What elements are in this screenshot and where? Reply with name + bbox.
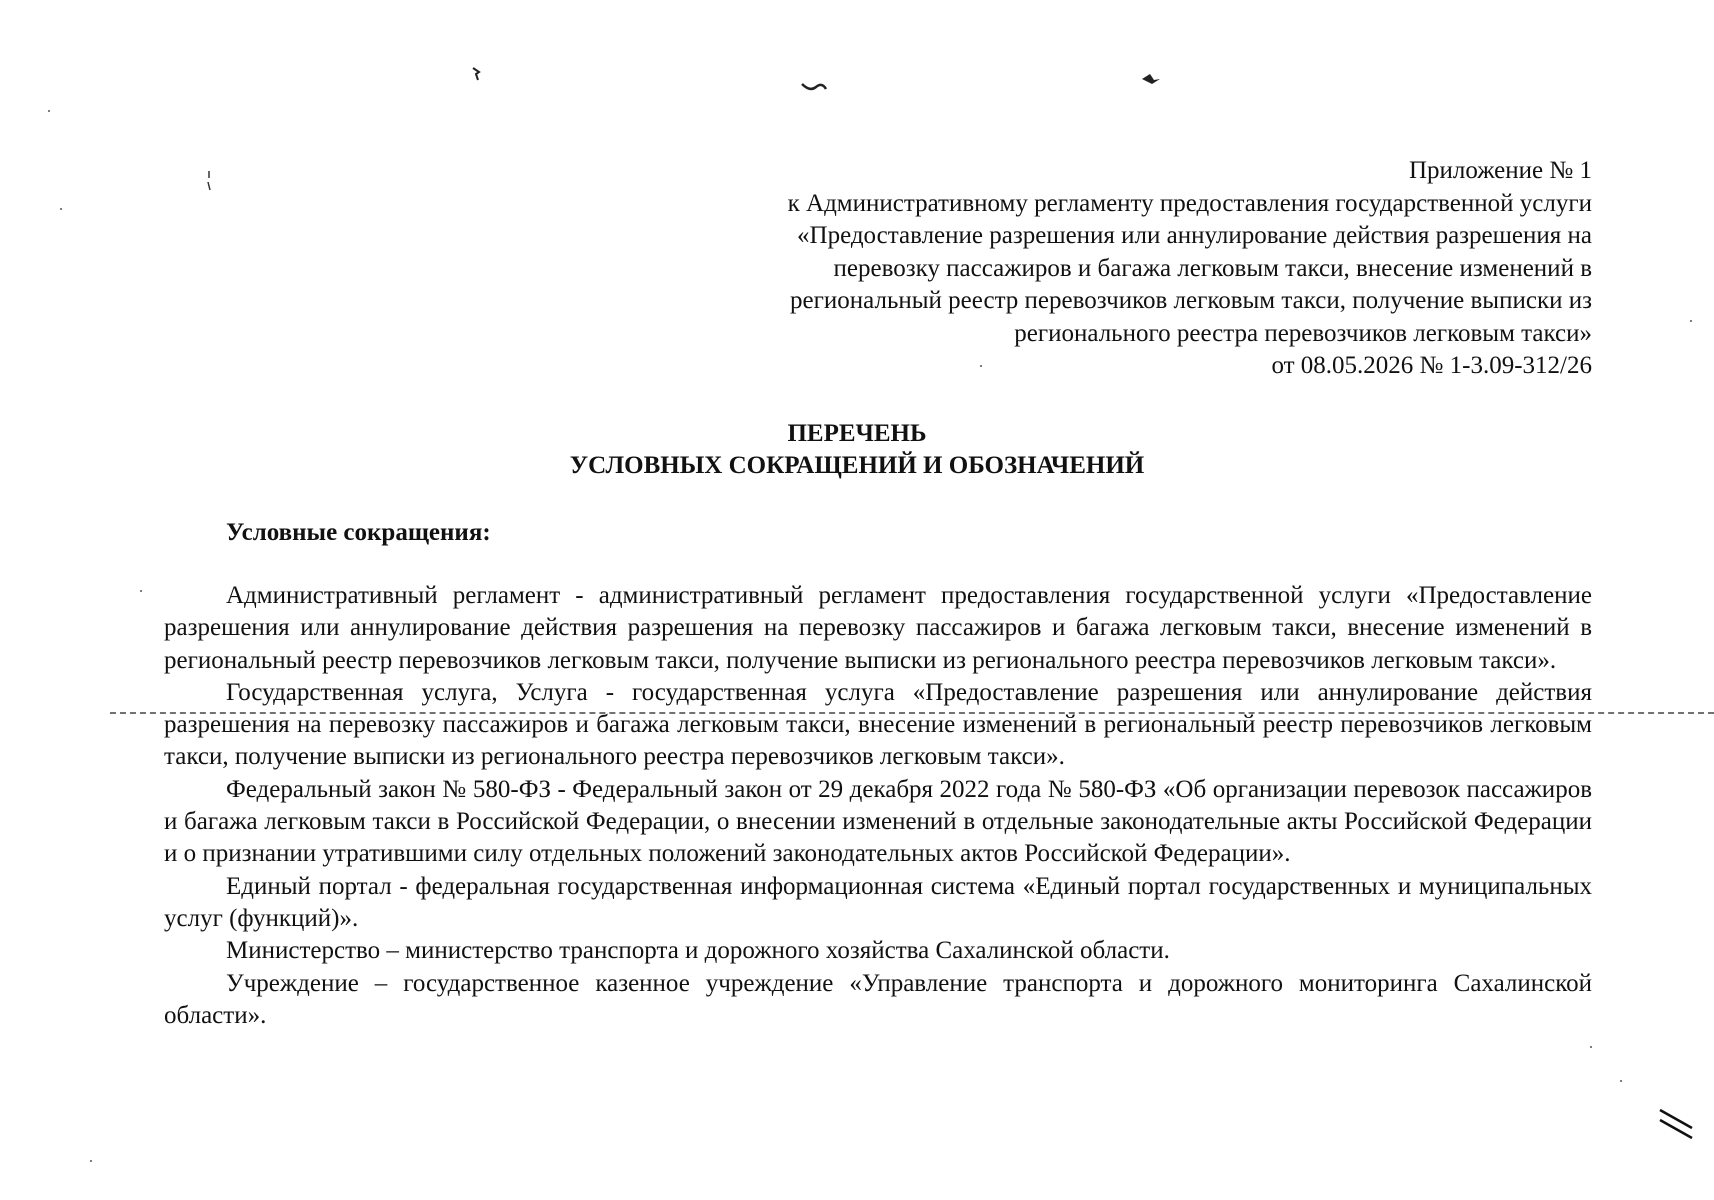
document-title	[0, 418, 1714, 482]
scan-speck	[1590, 1046, 1592, 1048]
scan-speck	[140, 590, 142, 592]
definition-paragraph: Единый портал - федеральная государственная информационная система «Единый портал государственных и муниципальных услуг (функций)».	[164, 872, 1592, 932]
abbreviations-list	[164, 580, 1592, 1032]
appendix-line: региональный реестр перевозчиков легковым такси, получение выписки из	[790, 287, 1592, 314]
scan-artifact-icon	[205, 170, 213, 192]
appendix-date-number: от 08.05.2026 № 1-3.09-312/26	[1271, 352, 1592, 379]
scan-speck	[1690, 320, 1692, 322]
title-line-2: УСЛОВНЫХ СОКРАЩЕНИЙ И ОБОЗНАЧЕНИЙ	[569, 452, 1145, 479]
title-line-1: ПЕРЕЧЕНЬ	[787, 420, 927, 447]
scan-speck	[90, 1160, 92, 1162]
appendix-line: перевозку пассажиров и багажа легковым такси, внесение изменений в	[833, 254, 1592, 282]
appendix-line: к Административному регламенту предоставления государственной услуги	[787, 189, 1592, 217]
definition-paragraph: Учреждение – государственное казенное учреждение «Управление транспорта и дорожного мониторинга Сахалинской области».	[164, 969, 1592, 1029]
appendix-line: «Предоставление разрешения или аннулирование действия разрешения на	[797, 222, 1592, 249]
definition-paragraph: Государственная услуга, Услуга - государственная услуга «Предоставление разрешения или аннулирование действия разрешения на перевозку пассажиров и багажа легковым такси, внесение изменений в региональный реестр перевозчиков легковым такси, получение выписки из регионального реестра перевозчиков легковым такси».	[164, 678, 1592, 771]
appendix-header	[632, 155, 1592, 383]
definition-paragraph: Административный регламент - административный регламент предоставления государственной услуги «Предоставление разрешения или аннулирование действия разрешения на перевозку пассажиров и багажа легковым такси, внесение изменений в региональный реестр перевозчиков легковым такси, получение выписки из регионального реестра перевозчиков легковым такси».	[164, 582, 1592, 674]
appendix-line: регионального реестра перевозчиков легковым такси»	[1014, 319, 1592, 347]
scan-speck	[48, 110, 50, 112]
scan-artifact-icon	[470, 66, 482, 82]
double-slash-mark-icon	[1656, 1102, 1696, 1142]
definition-paragraph: Министерство – министерство транспорта и дорожного хозяйства Сахалинской области.	[226, 937, 1170, 965]
section-heading: Условные сокращения:	[226, 519, 491, 546]
scan-artifact-icon	[1140, 72, 1162, 86]
scan-artifact-icon	[800, 80, 828, 94]
definition-paragraph: Федеральный закон № 580-ФЗ - Федеральный закон от 29 декабря 2022 года № 580-ФЗ «Об организации перевозок пассажиров и багажа легковым такси в Российской Федерации, о внесении изменений в отдельные законодательные акты Российской Федерации и о признании утратившими силу отдельных положений законодательных актов Российской Федерации».	[164, 775, 1592, 868]
scan-speck	[1620, 1080, 1622, 1082]
scan-speck	[60, 208, 62, 210]
appendix-number: Приложение № 1	[1408, 157, 1592, 184]
